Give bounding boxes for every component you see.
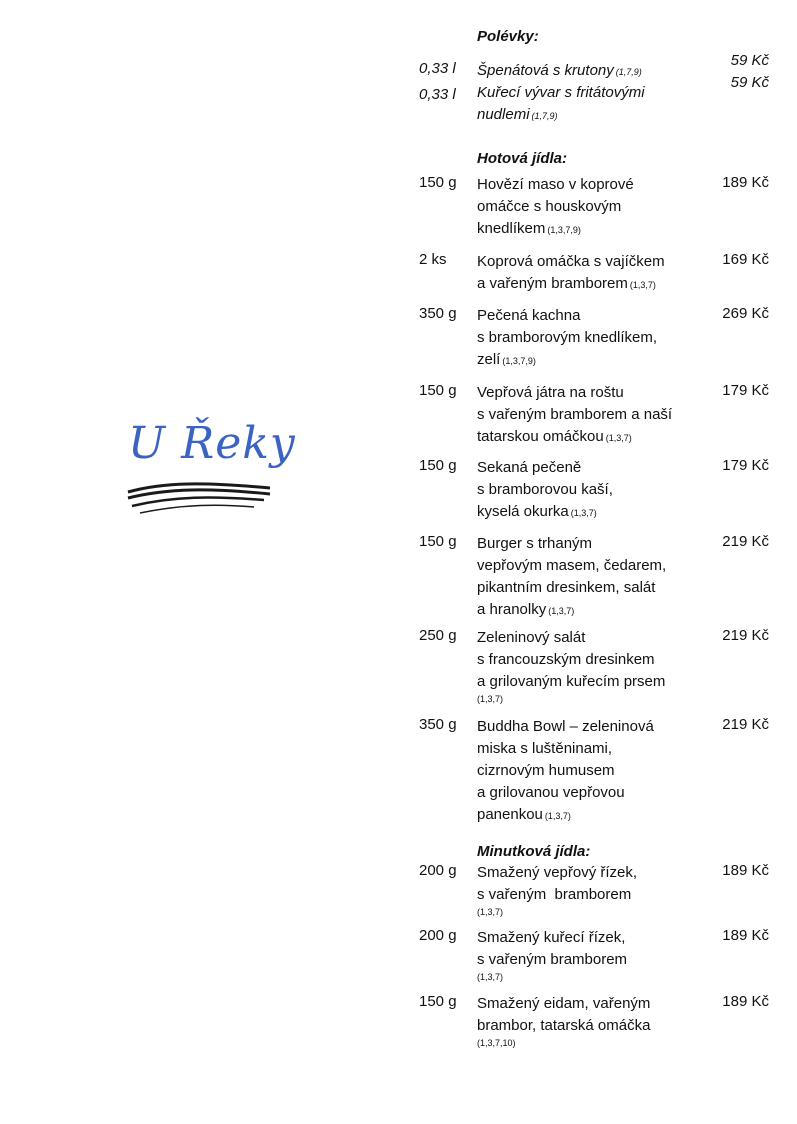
item-quantity: 200 g — [419, 862, 457, 879]
item-name: Sekaná pečeně s bramborovou kaší, kyselá okurka (1,3,7) — [477, 459, 613, 520]
item-allergens: (1,3,7) — [570, 508, 597, 518]
item-name: Kuřecí vývar s fritátovými nudlemi (1,7,9) — [477, 84, 645, 123]
item-allergens: (1,3,7,9) — [547, 225, 581, 235]
item-allergens: (1,3,7,9) — [502, 356, 536, 366]
item-price: 169 Kč — [722, 251, 769, 268]
waves-icon — [124, 480, 274, 520]
item-name: Smažený vepřový řízek, s vařeným bramborem (1,3,7) — [477, 862, 697, 918]
item-price: 219 Kč — [722, 627, 769, 644]
item-name: Smažený kuřecí řízek, s vařeným bramborem (1,3,7) — [477, 927, 697, 983]
item-price: 219 Kč — [722, 716, 769, 733]
item-allergens: (1,3,7) — [477, 907, 504, 917]
item-quantity: 350 g — [419, 305, 457, 322]
item-allergens: (1,3,7) — [605, 433, 632, 443]
item-allergens: (1,3,7) — [548, 606, 575, 616]
item-name: Smažený eidam, vařeným brambor, tatarská omáčka (1,3,7,10) — [477, 993, 697, 1049]
item-price: 189 Kč — [722, 862, 769, 879]
item-allergens: (1,3,7) — [629, 280, 656, 290]
item-price: 189 Kč — [722, 174, 769, 191]
item-allergens: (1,7,9) — [531, 111, 558, 121]
item-quantity: 150 g — [419, 993, 457, 1010]
item-price: 219 Kč — [722, 533, 769, 550]
item-allergens: (1,3,7,10) — [477, 1038, 516, 1048]
item-price: 179 Kč — [722, 457, 769, 474]
item-name: Vepřová játra na roštu s vařeným bramborem a naší tatarskou omáčkou (1,3,7) — [477, 384, 673, 445]
item-price: 59 Kč — [730, 52, 769, 69]
item-allergens: (1,3,7) — [544, 811, 571, 821]
item-quantity: 250 g — [419, 627, 457, 644]
item-name: Koprová omáčka s vajíčkem a vařeným bramborem (1,3,7) — [477, 253, 665, 292]
logo-text: U Řeky — [128, 418, 296, 469]
section-title-soups: Polévky: — [477, 28, 539, 45]
section-title-ready-meals: Hotová jídla: — [477, 150, 568, 167]
item-allergens: (1,3,7) — [477, 694, 504, 704]
item-quantity: 2 ks — [419, 251, 447, 268]
item-quantity: 350 g — [419, 716, 457, 733]
item-quantity: 150 g — [419, 174, 457, 191]
item-name: Špenátová s krutony (1,7,9) — [477, 62, 642, 79]
item-quantity: 150 g — [419, 533, 457, 550]
item-price: 189 Kč — [722, 927, 769, 944]
item-quantity: 150 g — [419, 382, 457, 399]
item-name: Buddha Bowl – zeleninová miska s luštěninami, cizrnovým humusem a grilovanou vepřovou panenkou (1,3,7) — [477, 718, 654, 823]
item-quantity: 200 g — [419, 927, 457, 944]
item-quantity: 150 g — [419, 457, 457, 474]
item-price: 269 Kč — [722, 305, 769, 322]
item-quantity: 0,33 l — [419, 60, 456, 77]
item-name: Burger s trhaným vepřovým masem, čedarem, pikantním dresinkem, salát a hranolky (1,3,7) — [477, 535, 667, 618]
item-price: 189 Kč — [722, 993, 769, 1010]
item-name: Zeleninový salát s francouzským dresinkem a grilovaným kuřecím prsem (1,3,7) — [477, 627, 697, 705]
item-price: 59 Kč — [730, 74, 769, 91]
item-allergens: (1,3,7) — [477, 972, 504, 982]
item-name: Pečená kachna s bramborovým knedlíkem, zelí (1,3,7,9) — [477, 307, 658, 368]
item-price: 179 Kč — [722, 382, 769, 399]
item-quantity: 0,33 l — [419, 86, 456, 103]
item-allergens: (1,7,9) — [615, 67, 642, 77]
restaurant-logo — [124, 418, 296, 523]
section-title-minute-meals: Minutková jídla: — [477, 843, 591, 860]
item-name: Hovězí maso v koprové omáčce s houskovým knedlíkem (1,3,7,9) — [477, 176, 634, 237]
